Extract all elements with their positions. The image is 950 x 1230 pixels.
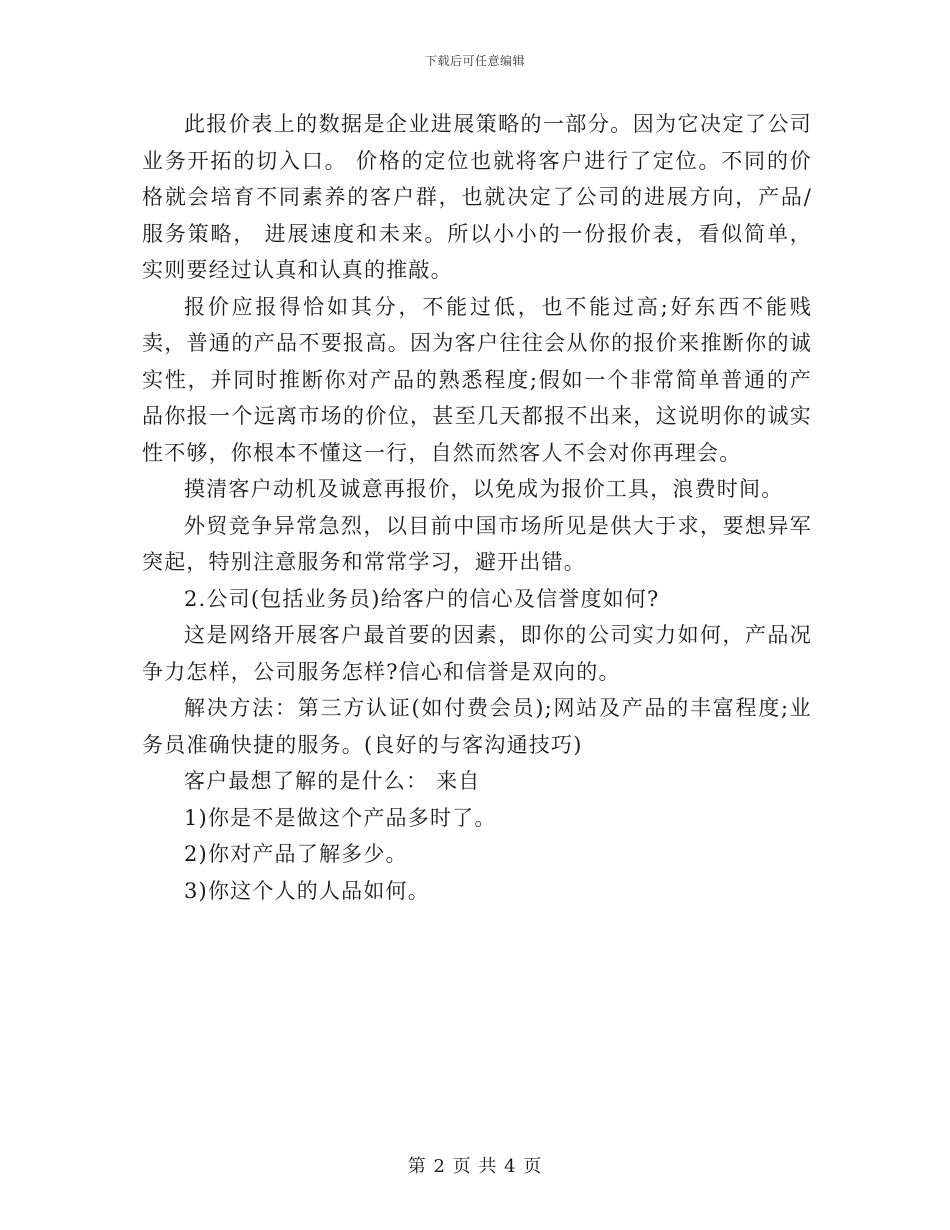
page-number-footer: 第 2 页 共 4 页	[407, 1156, 543, 1177]
list-item-2: 2)你对产品了解多少。	[184, 842, 408, 866]
paragraph-solution: 解决方法：第三方认证(如付费会员);网站及产品的丰富程度;业务员准确快捷的服务。(良好的与客沟通技巧)	[142, 696, 812, 757]
paragraph-customer-motive: 摸清客户动机及诚意再报价，以免成为报价工具，浪费时间。	[184, 477, 784, 501]
section-heading-trust: 2.公司(包括业务员)给客户的信心及信誉度如何?	[184, 586, 660, 611]
list-item-3: 3)你这个人的人品如何。	[184, 878, 430, 903]
page-header: 下载后可任意编辑	[424, 54, 525, 68]
paragraph-customer-wants: 客户最想了解的是什么： 来自	[184, 769, 481, 793]
paragraph-trade-competition: 外贸竞争异常急烈，以目前中国市场所见是供大于求，要想异军突起，特别注意服务和常常学习，避开出错。	[142, 513, 812, 574]
document-body	[142, 106, 812, 909]
paragraph-trust-factor: 这是网络开展客户最首要的因素，即你的公司实力如何，产品况争力怎样，公司服务怎样?信心和信誉是双向的。	[142, 623, 812, 684]
paragraph-quote-table-strategy: 此报价表上的数据是企业进展策略的一部分。因为它决定了公司业务开拓的切入口。 价格的定位也就将客户进行了定位。不同的价格就会培育不同素养的客户群，也就决定了公司的进展方向，产品/服务策略， 进展速度和未来。所以小小的一份报价表，看似简单，实则要经过认真和认真的推敲。	[142, 112, 812, 282]
list-item-1: 1)你是不是做这个产品多时了。	[184, 805, 497, 830]
paragraph-pricing-principle: 报价应报得恰如其分，不能过低，也不能过高;好东西不能贱卖，普通的产品不要报高。因为客户往往会从你的报价来推断你的诚实性，并同时推断你对产品的熟悉程度;假如一个非常简单普通的产品你报一个远离市场的价位，甚至几天都报不出来，这说明你的诚实性不够，你根本不懂这一行，自然而然客人不会对你再理会。	[142, 294, 812, 465]
